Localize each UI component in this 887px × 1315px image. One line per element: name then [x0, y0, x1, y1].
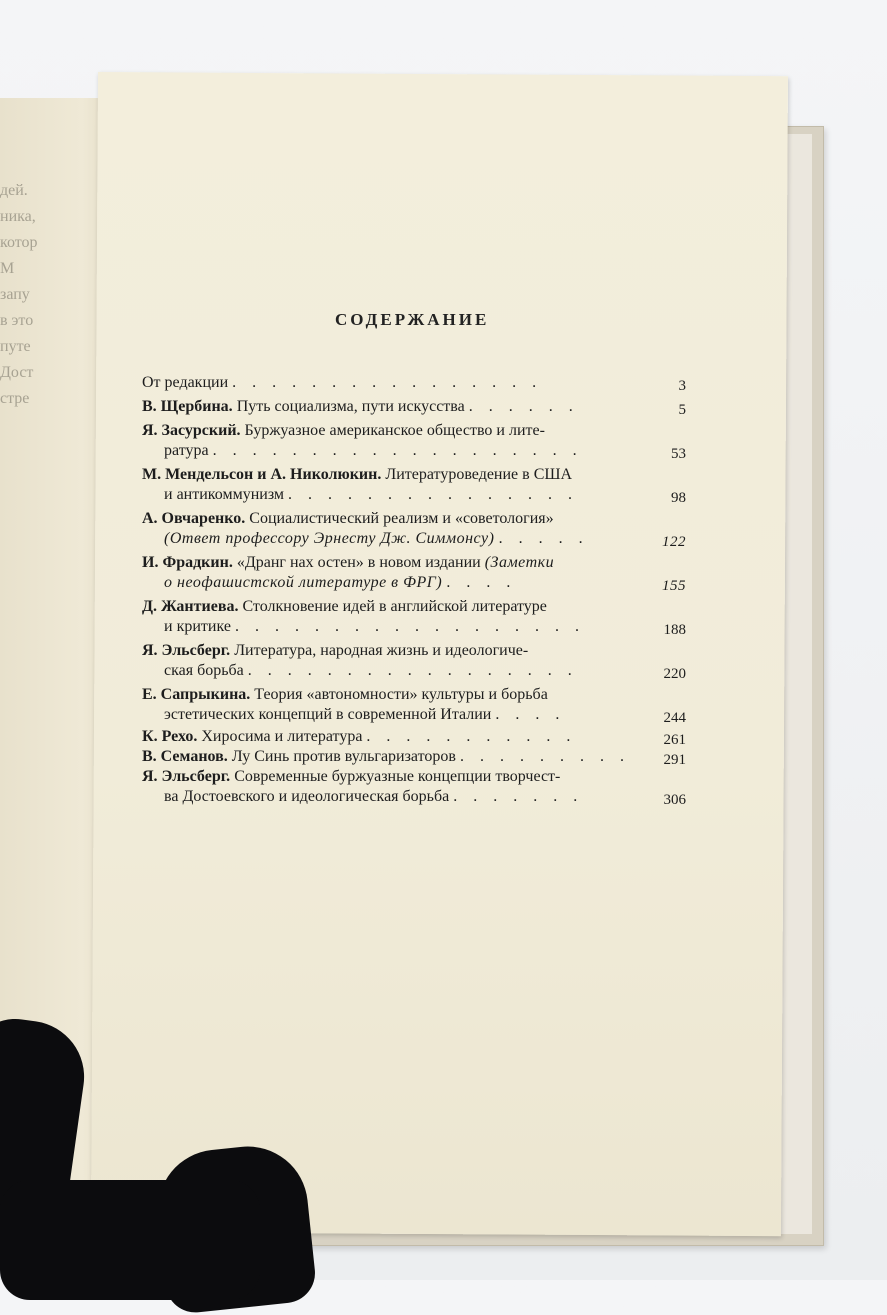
left-page-text: дей. ника, котор М запу в это путе Дост стре: [0, 182, 38, 407]
page-title: СОДЕРЖАНИЕ: [335, 310, 490, 329]
table-of-contents: От редакции . . . . . . . . . . . . . . . . 3 В. Щербина. Путь социализма, пути искусства . . . . . . 5 Я. Засурский. Буржуазное американское общество и лите- ратура . . . . . . . . . . . . . . . . . . . 53 М. Мендельсон и А. Николюкин. Литературоведение в США и антикоммунизм . . . . . . . . . . . . . . . 98 А. Овчаренко. Социалистический реализм и «советология» (Ответ профессору Эрнесту Дж. Симмонсу) . . . . . 122 И. Фрадкин. «Дранг нах остен» в новом издании (Заметки о неофашистской литературе в ФРГ) . . . . 155 Д. Жантиева. Столкновение идей в английской литературе и критике . . . . . . . . . . . . . . . . . . 188 Я. Эльсберг. Литература, народная жизнь и идеологиче- ская борьба . . . . . . . . . . . . . . . . . 220 Е. Сапрыкина. Теория «автономности» культуры и борьба эстетических концепций в современной Италии . . . . 244 К. Рехо. Хиросима и литература . . . . . . . . . . . 261 В. Семанов. Лу Синь против вульгаризаторов . . . . . . . . . 291 Я. Эльсберг. Современные буржуазные концепции творчест- ва Достоевского и идеологическая борьба . . . . . . . 306: [142, 374, 686, 808]
toc-entry: Я. Эльсберг. Литература, народная жизнь и идеологиче-: [142, 642, 529, 659]
page-number: 244: [663, 710, 686, 726]
toc-entry: От редакции . . . . . . . . . . . . . . . . 3: [142, 374, 686, 394]
toc-entry: Я. Засурский. Буржуазное американское общество и лите-: [142, 422, 545, 439]
page-number: 188: [663, 622, 686, 638]
page-number: 155: [662, 578, 686, 594]
page-number: 5: [678, 402, 686, 418]
toc-entry: М. Мендельсон и А. Николюкин. Литературоведение в США: [142, 466, 573, 483]
toc-entry: А. Овчаренко. Социалистический реализм и «советология»: [142, 510, 554, 527]
page-number: 53: [671, 446, 686, 462]
page-number: 261: [663, 732, 686, 748]
page-number: 291: [663, 752, 686, 768]
glove-hand: [0, 1180, 260, 1300]
page-number: 220: [663, 666, 686, 682]
toc-entry: Д. Жантиева. Столкновение идей в английской литературе: [142, 598, 547, 615]
toc-entry: Я. Эльсберг. Современные буржуазные концепции творчест-: [142, 768, 561, 785]
toc-entry: Е. Сапрыкина. Теория «автономности» культуры и борьба: [142, 686, 548, 703]
page-number: 98: [671, 490, 686, 506]
toc-entry: К. Рехо. Хиросима и литература . . . . . . . . . . . 261: [142, 728, 686, 748]
page-number: 122: [662, 534, 686, 550]
toc-entry: В. Щербина. Путь социализма, пути искусства . . . . . . 5: [142, 398, 686, 418]
page-number: 306: [663, 792, 686, 808]
page-number: 3: [678, 378, 686, 394]
toc-entry: В. Семанов. Лу Синь против вульгаризаторов . . . . . . . . . 291: [142, 748, 686, 768]
toc-entry: И. Фрадкин. «Дранг нах остен» в новом издании (Заметки: [142, 554, 555, 571]
